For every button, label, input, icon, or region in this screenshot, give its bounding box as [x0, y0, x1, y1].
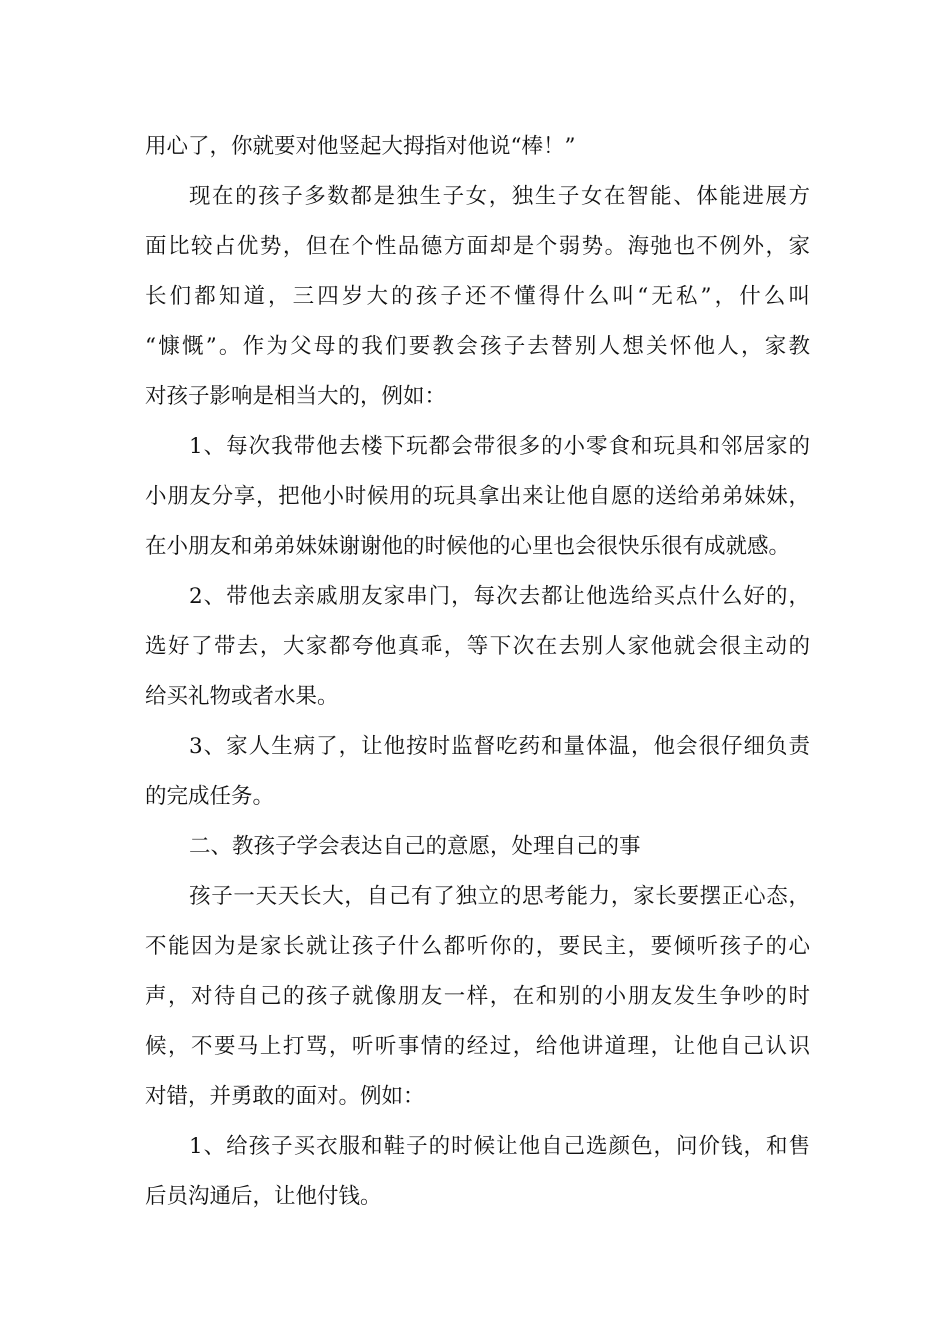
document-body — [145, 122, 810, 1222]
text-line: 3、家人生病了，让他按时监督吃药和量体温，他会很仔细负责 — [189, 734, 810, 759]
text-line: 候，不要马上打骂，听听事情的经过，给他讲道理，让他自己认识 — [145, 1034, 810, 1059]
text-line: 面比较占优势，但在个性品德方面却是个弱势。海弛也不例外，家 — [145, 234, 810, 259]
text-line: 二、教孩子学会表达自己的意愿，处理自己的事 — [189, 834, 641, 859]
text-line: 1、每次我带他去楼下玩都会带很多的小零食和玩具和邻居家的 — [189, 434, 810, 459]
text-line: 选好了带去，大家都夸他真乖，等下次在去别人家他就会很主动的 — [145, 634, 810, 659]
text-line: 小朋友分享，把他小时候用的玩具拿出来让他自愿的送给弟弟妹妹， — [145, 484, 810, 509]
text-line: 后员沟通后，让他付钱。 — [145, 1184, 382, 1209]
text-line: 长们都知道，三四岁大的孩子还不懂得什么叫“无私”，什么叫 — [145, 284, 810, 309]
text-line: 1、给孩子买衣服和鞋子的时候让他自己选颜色，问价钱，和售 — [189, 1134, 810, 1159]
text-line: 现在的孩子多数都是独生子女，独生子女在智能、体能进展方 — [189, 184, 810, 209]
text-line: 在小朋友和弟弟妹妹谢谢他的时候他的心里也会很快乐很有成就感。 — [145, 534, 791, 559]
text-line: “慷慨”。作为父母的我们要教会孩子去替别人想关怀他人，家教 — [145, 334, 810, 359]
text-line: 对孩子影响是相当大的，例如： — [145, 384, 447, 409]
text-line: 孩子一天天长大，自己有了独立的思考能力，家长要摆正心态， — [189, 884, 810, 909]
text-line: 对错，并勇敢的面对。例如： — [145, 1084, 425, 1109]
text-line: 的完成任务。 — [145, 784, 275, 809]
text-line: 2、带他去亲戚朋友家串门，每次去都让他选给买点什么好的， — [189, 584, 810, 609]
text-line: 声，对待自己的孩子就像朋友一样，在和别的小朋友发生争吵的时 — [145, 984, 810, 1009]
text-line: 不能因为是家长就让孩子什么都听你的，要民主，要倾听孩子的心 — [145, 934, 810, 959]
text-line: 给买礼物或者水果。 — [145, 684, 339, 709]
text-line: 用心了，你就要对他竖起大拇指对他说“棒！” — [145, 134, 576, 159]
